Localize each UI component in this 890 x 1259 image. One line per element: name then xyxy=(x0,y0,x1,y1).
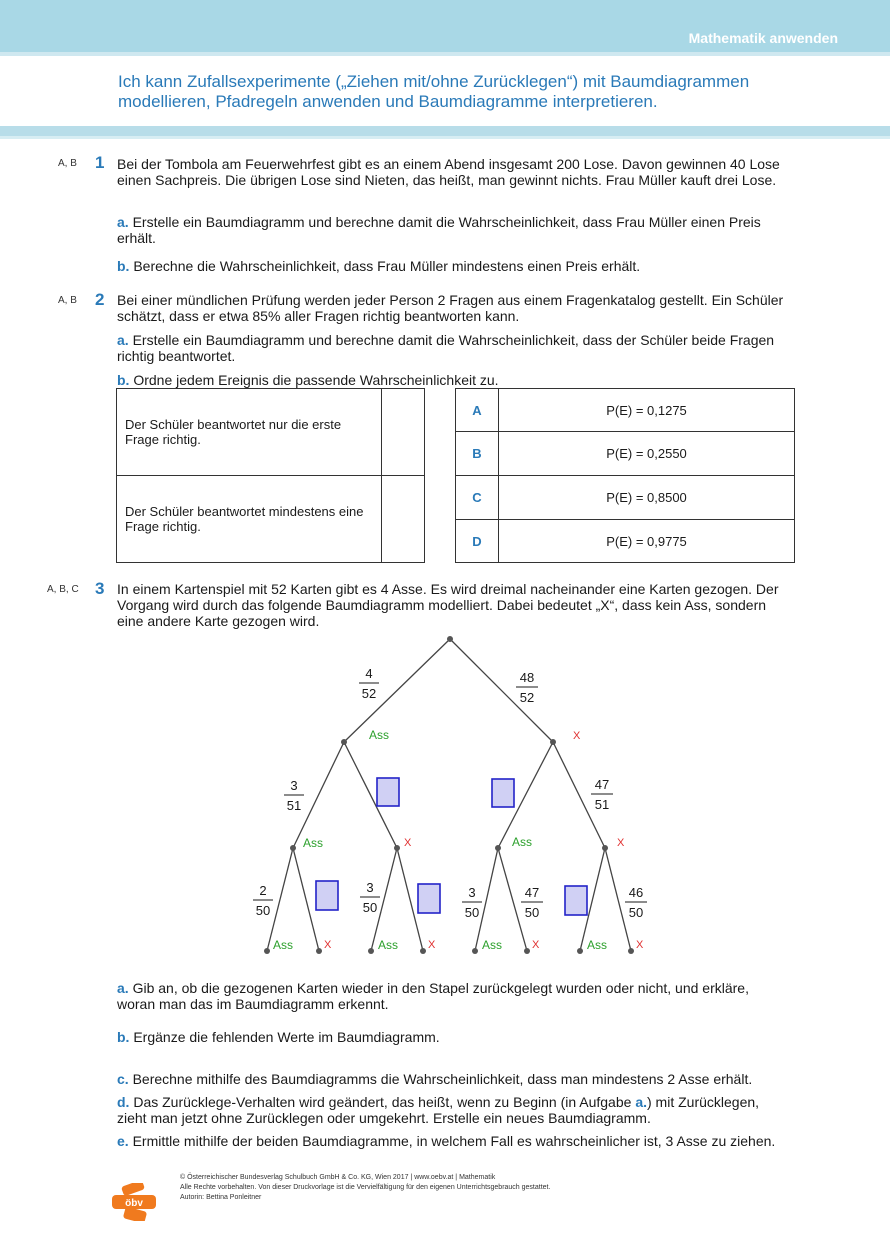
x-label: X xyxy=(404,837,412,849)
part-text: Erstelle ein Baumdiagramm und berechne damit die Wahrscheinlichkeit, dass Frau Müller einen Preis erhält. xyxy=(117,214,761,246)
fraction-numerator: 48 xyxy=(519,670,535,685)
part-letter: d. xyxy=(117,1094,130,1110)
tree-node xyxy=(602,845,608,851)
tree-node xyxy=(550,739,556,745)
x-label: X xyxy=(532,939,540,951)
fraction-denominator: 50 xyxy=(464,905,480,920)
fraction-denominator: 52 xyxy=(361,686,377,701)
footer-author: Autorin: Bettina Ponleitner xyxy=(180,1194,262,1201)
blank-answer-box[interactable] xyxy=(492,779,514,807)
fraction-numerator: 47 xyxy=(594,777,610,792)
tree-node xyxy=(368,948,374,954)
task-number: 2 xyxy=(95,290,105,309)
tree-node xyxy=(447,636,453,642)
task-part xyxy=(117,1029,789,1045)
footer-copyright: © Österreichischer Bundesverlag Schulbuch GmbH & Co. KG, Wien 2017 | www.oebv.at | Mathematik xyxy=(180,1174,496,1181)
part-text: Ergänze die fehlenden Werte im Baumdiagramm. xyxy=(129,1029,440,1045)
tree-node xyxy=(290,845,296,851)
part-text: Ermittle mithilfe der beiden Baumdiagramme, in welchem Fall es wahrscheinlicher ist, 3 Asse zu ziehen. xyxy=(128,1133,776,1149)
option-label: D xyxy=(456,520,499,563)
x-label: X xyxy=(324,939,332,951)
option-label: A xyxy=(456,389,499,432)
task-text: Bei einer mündlichen Prüfung werden jeder Person 2 Fragen aus einem Fragenkatalog gestellt. Ein Schüler schätzt, dass er etwa 85% aller Fragen richtig beantworten kann. xyxy=(117,292,784,324)
event-text: Der Schüler beantwortet mindestens eine Frage richtig. xyxy=(125,504,364,534)
fraction-denominator: 50 xyxy=(362,900,378,915)
event-text: Der Schüler beantwortet nur die erste Frage richtig. xyxy=(125,417,342,447)
part-letter: a. xyxy=(117,214,129,230)
fraction-denominator: 52 xyxy=(519,690,535,705)
task-part xyxy=(117,1071,789,1087)
task-part xyxy=(117,1133,789,1149)
header-title: Mathematik anwenden xyxy=(688,30,838,46)
logo-text: öbv xyxy=(125,1198,143,1209)
tree-node xyxy=(628,948,634,954)
publisher-logo xyxy=(112,1183,156,1221)
option-label: B xyxy=(456,432,499,476)
ass-label: Ass xyxy=(303,836,324,850)
task-number: 1 xyxy=(95,153,105,172)
ass-label: Ass xyxy=(378,938,399,952)
branch-line xyxy=(450,639,553,742)
part-text: Berechne mithilfe des Baumdiagramms die Wahrscheinlichkeit, dass man mindestens 2 Asse erhält. xyxy=(128,1071,753,1087)
footer-rights: Alle Rechte vorbehalten. Von dieser Druckvorlage ist die Vervielfältigung für den eigenen Unterrichtsgebrauch gestattet. xyxy=(180,1184,551,1191)
ass-label: Ass xyxy=(273,938,294,952)
fraction-denominator: 51 xyxy=(594,797,610,812)
branch-line xyxy=(293,848,319,951)
fraction-numerator: 2 xyxy=(259,883,267,898)
ass-label: Ass xyxy=(587,938,608,952)
part-text: Gib an, ob die gezogenen Karten wieder in den Stapel zurückgelegt wurden oder nicht, und erkläre, woran man das im Baumdiagramm erkennt. xyxy=(117,980,749,1012)
branch-line xyxy=(344,639,450,742)
fraction-numerator: 3 xyxy=(290,778,298,793)
part-text: Erstelle ein Baumdiagramm und berechne damit die Wahrscheinlichkeit, dass der Schüler beide Fragen richtig beantwortet. xyxy=(117,332,775,364)
task-part xyxy=(117,1094,789,1126)
part-text: Berechne die Wahrscheinlichkeit, dass Frau Müller mindestens einen Preis erhält. xyxy=(129,258,641,274)
fraction-denominator: 50 xyxy=(524,905,540,920)
option-value: P(E) = 0,9775 xyxy=(499,520,795,563)
part-letter: e. xyxy=(117,1133,129,1149)
branch-line xyxy=(605,848,631,951)
blank-answer-box[interactable] xyxy=(377,778,399,806)
part-letter: a. xyxy=(117,980,129,996)
option-label: C xyxy=(456,476,499,520)
x-label: X xyxy=(428,939,436,951)
tree-node xyxy=(264,948,270,954)
part-letter: a. xyxy=(635,1094,647,1110)
task-text: Bei der Tombola am Feuerwehrfest gibt es an einem Abend insgesamt 200 Lose. Davon gewinnen 40 Lose einen Sachpreis. Die übrigen Lose sind Nieten, das heißt, man gewinnt nichts. Frau Müller kauft drei Lose. xyxy=(117,156,780,188)
task-tag: A, B xyxy=(58,158,77,169)
fraction-numerator: 4 xyxy=(365,666,373,681)
task-part xyxy=(117,980,789,1012)
tree-node xyxy=(472,948,478,954)
part-text: Ordne jedem Ereignis die passende Wahrscheinlichkeit zu. xyxy=(129,372,499,388)
fraction-numerator: 3 xyxy=(468,885,476,900)
option-value: P(E) = 0,8500 xyxy=(499,476,795,520)
part-letter: c. xyxy=(117,1071,129,1087)
tree-node xyxy=(577,948,583,954)
option-value: P(E) = 0,2550 xyxy=(499,432,795,476)
blank-answer-box[interactable] xyxy=(316,881,338,910)
part-text: Das Zurücklege-Verhalten wird geändert, das heißt, wenn zu Beginn (in Aufgabe xyxy=(129,1094,636,1110)
learning-goal: Ich kann Zufallsexperimente („Ziehen mit/ohne Zurücklegen“) mit Baumdiagrammen modellieren, Pfadregeln anwenden und Baumdiagramme interpretieren. xyxy=(118,72,750,111)
fraction-numerator: 47 xyxy=(524,885,540,900)
x-label: X xyxy=(573,730,581,742)
blank-answer-box[interactable] xyxy=(565,886,587,915)
x-label: X xyxy=(617,837,625,849)
part-letter: a. xyxy=(117,332,129,348)
fraction-denominator: 50 xyxy=(255,903,271,918)
blank-answer-box[interactable] xyxy=(418,884,440,913)
branch-line xyxy=(498,848,527,951)
fraction-numerator: 46 xyxy=(628,885,644,900)
tree-node xyxy=(495,845,501,851)
task-text: In einem Kartenspiel mit 52 Karten gibt es 4 Asse. Es wird dreimal nacheinander eine Karten gezogen. Der Vorgang wird durch das folgende Baumdiagramm modelliert. Dabei bedeutet „X“, dass kein Ass, sondern eine andere Karte gezogen wird. xyxy=(117,581,779,629)
tree-node xyxy=(524,948,530,954)
fraction-denominator: 51 xyxy=(286,798,302,813)
x-label: X xyxy=(636,939,644,951)
part-letter: b. xyxy=(117,372,130,388)
ass-label: Ass xyxy=(512,835,533,849)
task-tag: A, B xyxy=(58,295,77,306)
fraction-denominator: 50 xyxy=(628,905,644,920)
tree-node xyxy=(394,845,400,851)
part-text: ) mit Zurücklegen, zieht man jetzt ohne Zurücklegen oder umgekehrt. Erstelle ein neues Baumdiagramm. xyxy=(117,1094,760,1126)
branch-line xyxy=(553,742,605,848)
ass-label: Ass xyxy=(482,938,503,952)
footer xyxy=(180,1173,700,1203)
part-letter: b. xyxy=(117,1029,130,1045)
branch-line xyxy=(475,848,498,951)
option-value: P(E) = 0,1275 xyxy=(499,389,795,432)
tree-node xyxy=(316,948,322,954)
tree-node xyxy=(420,948,426,954)
fraction-numerator: 3 xyxy=(366,880,374,895)
tree-node xyxy=(341,739,347,745)
ass-label: Ass xyxy=(369,728,390,742)
part-letter: b. xyxy=(117,258,130,274)
task-tag: A, B, C xyxy=(47,584,79,595)
task-number: 3 xyxy=(95,579,105,598)
